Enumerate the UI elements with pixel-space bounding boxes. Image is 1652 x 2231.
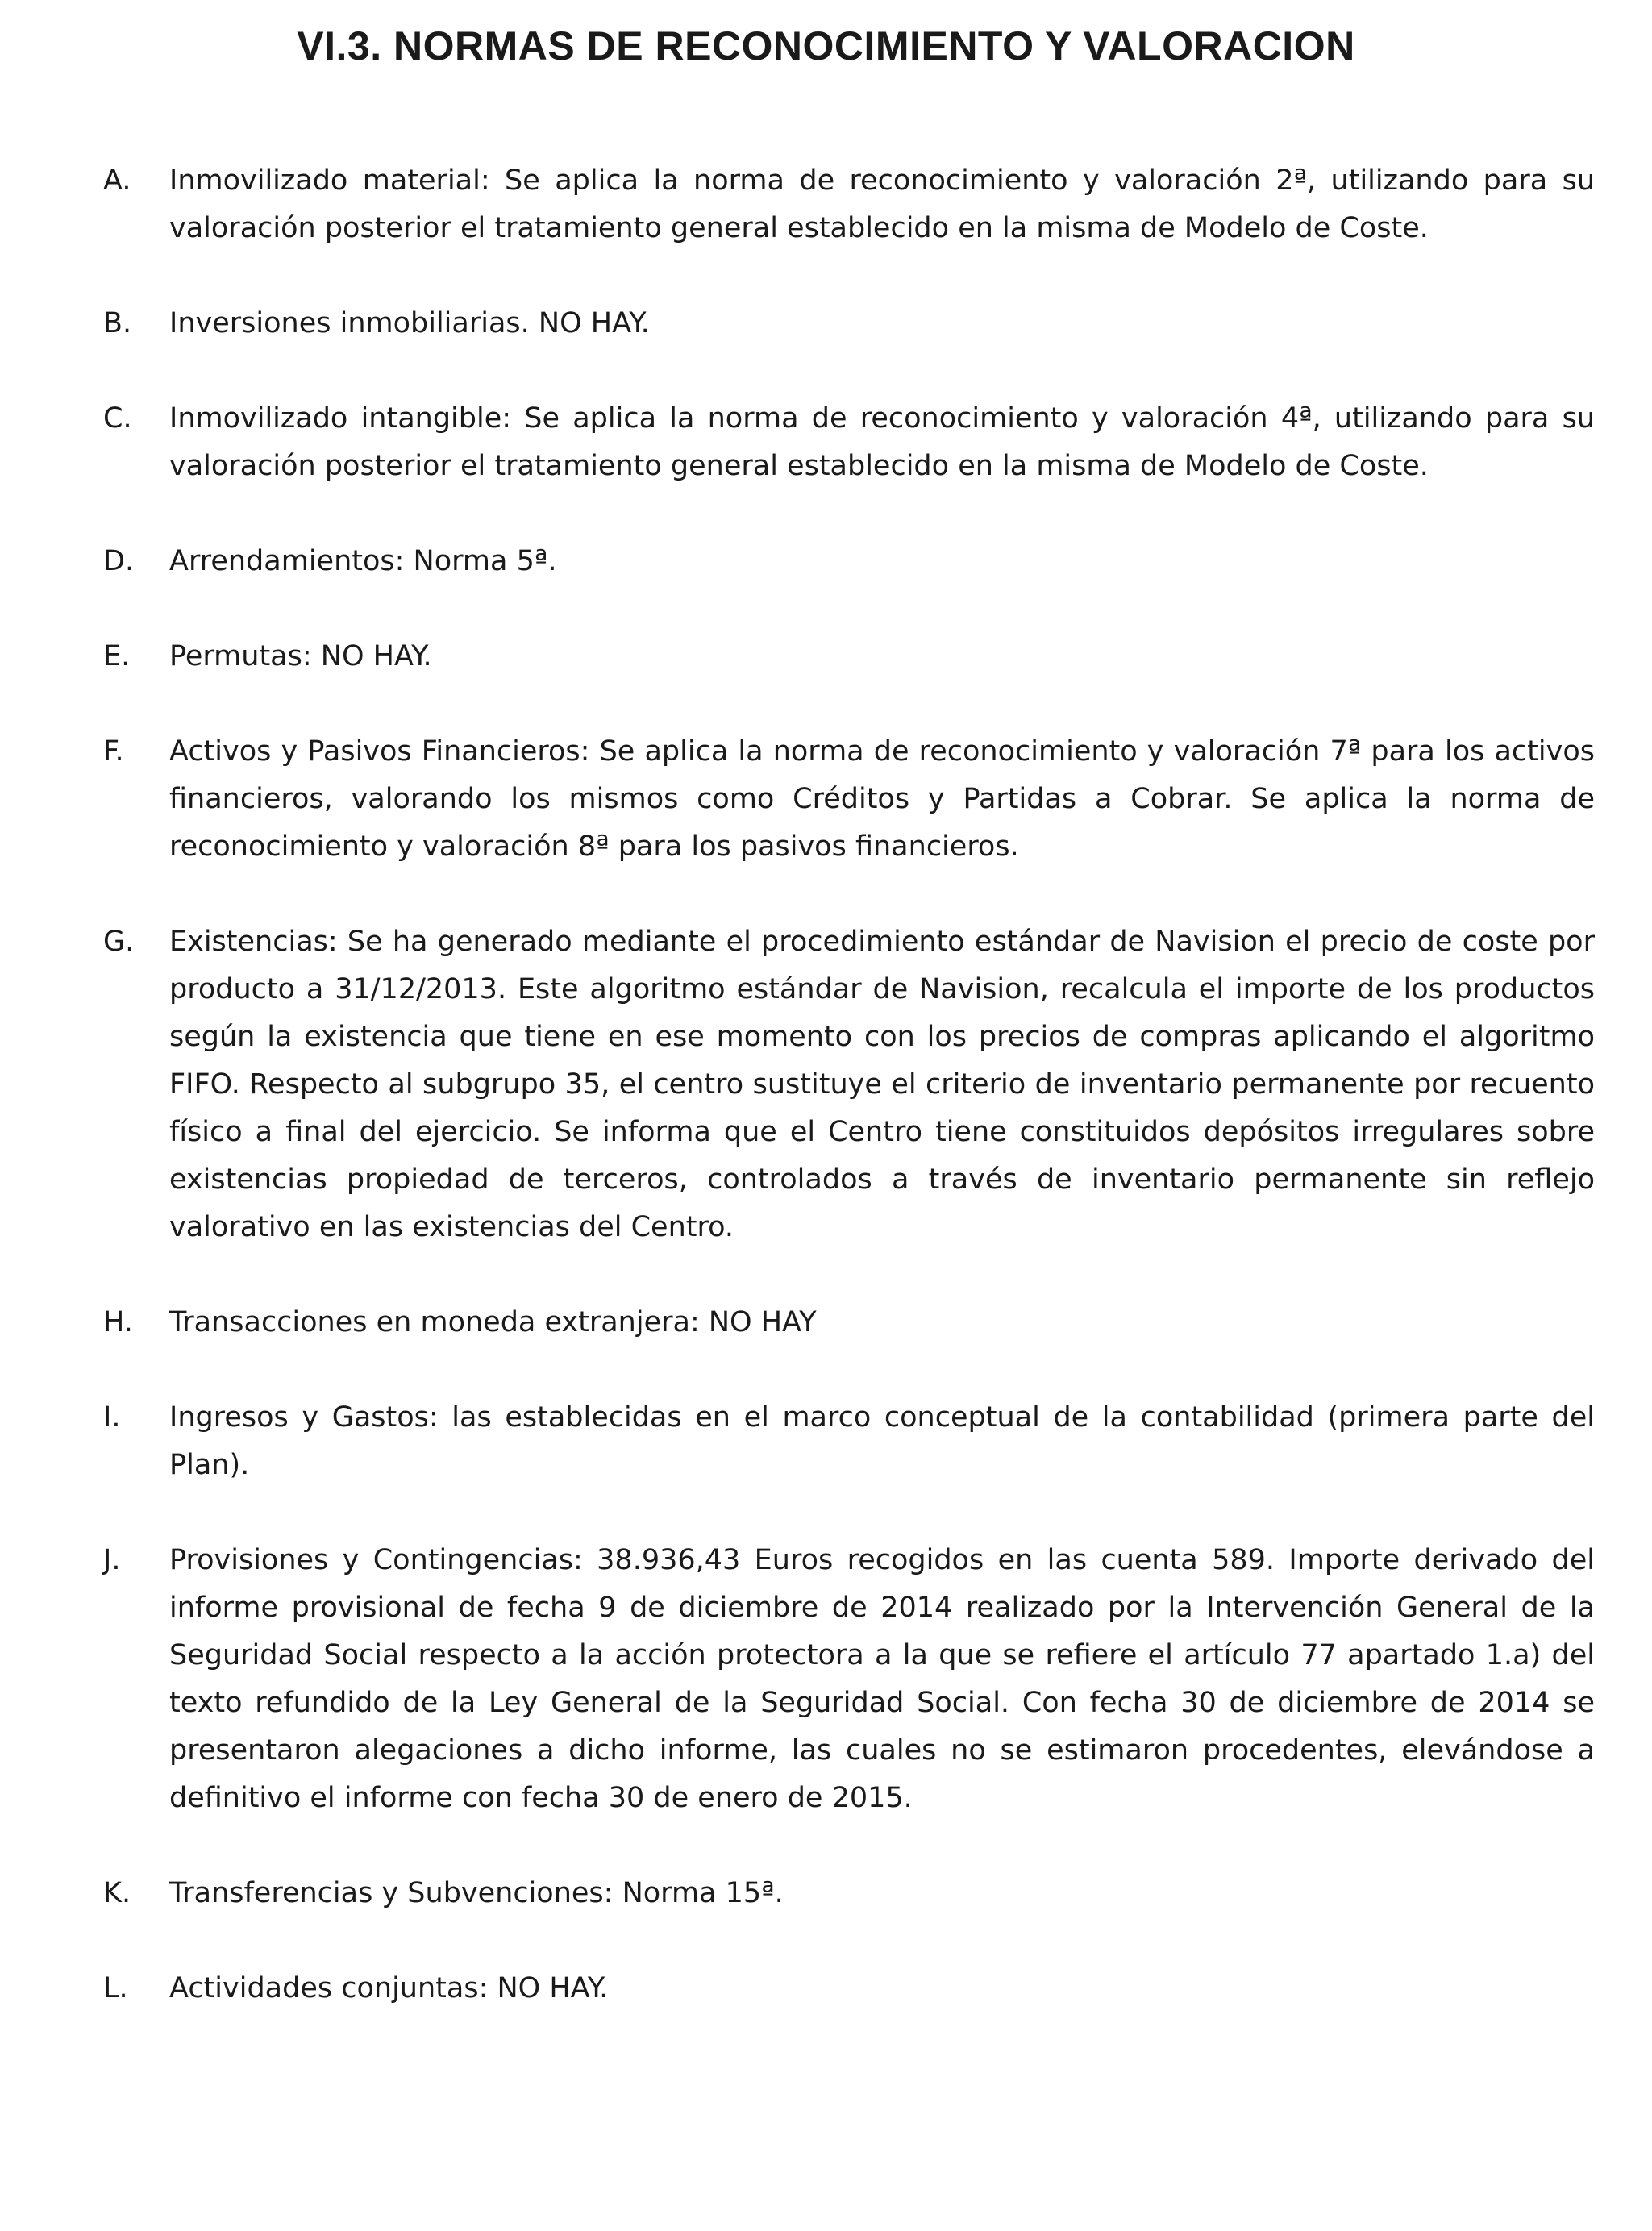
list-item <box>103 633 1595 681</box>
item-letter: D. <box>103 545 135 577</box>
item-letter: F. <box>103 735 124 768</box>
list-item <box>103 538 1595 585</box>
item-text: Activos y Pasivos Financieros: Se aplica la norma de reconocimiento y valoración 7ª para los activos financieros, valorando los mismos como Créditos y Partidas a Cobrar. Se aplica la norma de reconocimiento y valoración 8ª para los pasivos financieros. <box>169 735 1595 863</box>
list-item <box>103 1299 1595 1347</box>
item-letter: I. <box>103 1401 121 1434</box>
item-letter: B. <box>103 307 132 339</box>
list-item <box>103 1394 1595 1489</box>
item-text: Arrendamientos: Norma 5ª. <box>169 545 557 577</box>
item-text: Transacciones en moneda extranjera: NO HAY <box>169 1306 817 1338</box>
list-item <box>103 300 1595 348</box>
item-letter: H. <box>103 1306 133 1338</box>
item-letter: C. <box>103 402 132 435</box>
item-letter: E. <box>103 640 131 672</box>
list-item <box>103 728 1595 871</box>
item-text: Existencias: Se ha generado mediante el procedimiento estándar de Navision el precio de coste por producto a 31/12/2013. Este algoritmo estándar de Navision, recalcula el importe de los productos según la existencia que tiene en ese momento con los precios de compras aplicando el algoritmo FIFO. Respecto al subgrupo 35, el centro sustituye el criterio de inventario permanente por recuento físico a final del ejercicio. Se informa que el Centro tiene constituidos depósitos irregulares sobre existencias propiedad de terceros, controlados a través de inventario permanente sin reflejo valorativo en las existencias del Centro. <box>169 926 1595 1243</box>
item-letter: A. <box>103 164 131 197</box>
item-text: Transferencias y Subvenciones: Norma 15ª. <box>169 1877 784 1909</box>
item-text: Ingresos y Gastos: las establecidas en el marco conceptual de la contabilidad (primera parte del Plan). <box>169 1401 1595 1481</box>
list-item <box>103 1537 1595 1822</box>
list-item <box>103 1965 1595 2012</box>
item-text: Provisiones y Contingencias: 38.936,43 Euros recogidos en las cuenta 589. Importe derivado del informe provisional de fecha 9 de diciembre de 2014 realizado por la Intervención General de la Seguridad Social respecto a la acción protectora a la que se refiere el artículo 77 apartado 1.a) del texto refundido de la Ley General de la Seguridad Social. Con fecha 30 de diciembre de 2014 se presentaron alegaciones a dicho informe, las cuales no se estimaron procedentes, elevándose a definitivo el informe con fecha 30 de enero de 2015. <box>169 1544 1595 1814</box>
valuation-rules-list <box>103 157 1595 2060</box>
item-text: Inmovilizado intangible: Se aplica la norma de reconocimiento y valoración 4ª, utilizando para su valoración posterior el tratamiento general establecido en la misma de Modelo de Coste. <box>169 402 1595 482</box>
list-item <box>103 157 1595 252</box>
item-letter: G. <box>103 926 135 958</box>
item-letter: J. <box>103 1544 121 1576</box>
page-title: VI.3. NORMAS DE RECONOCIMIENTO Y VALORACION <box>297 23 1355 69</box>
item-letter: K. <box>103 1877 131 1909</box>
list-item <box>103 395 1595 490</box>
item-text: Inversiones inmobiliarias. NO HAY. <box>169 307 650 339</box>
item-text: Permutas: NO HAY. <box>169 640 432 672</box>
list-item <box>103 1870 1595 1917</box>
item-letter: L. <box>103 1972 128 2004</box>
list-item <box>103 918 1595 1251</box>
item-text: Actividades conjuntas: NO HAY. <box>169 1972 609 2004</box>
item-text: Inmovilizado material: Se aplica la norma de reconocimiento y valoración 2ª, utilizando para su valoración posterior el tratamiento general establecido en la misma de Modelo de Coste. <box>169 164 1595 244</box>
